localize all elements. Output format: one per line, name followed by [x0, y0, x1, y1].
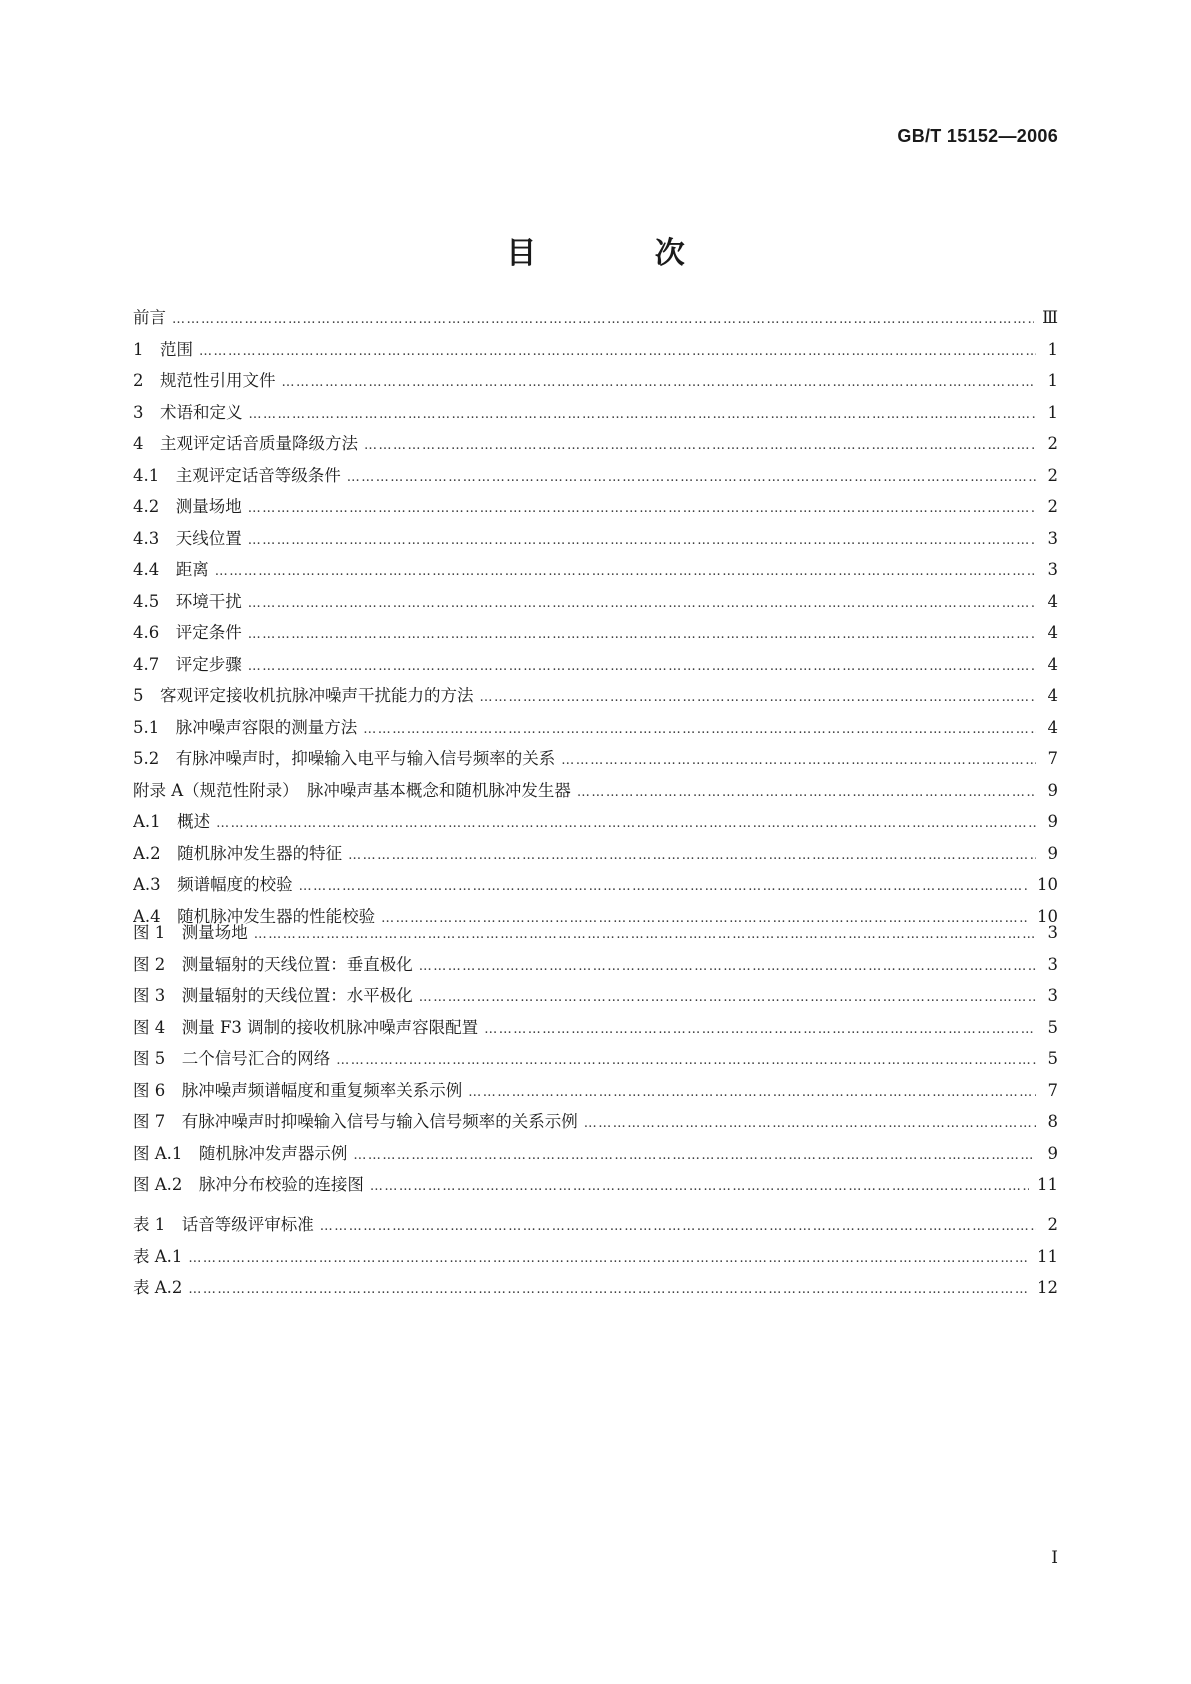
toc-entry[interactable] — [133, 869, 1058, 901]
toc-leader-dots — [188, 1243, 1029, 1273]
toc-leader-dots — [353, 1140, 1036, 1170]
toc-entry[interactable] — [133, 1272, 1058, 1304]
toc-entry-label: 4.1 主观评定话音等级条件 — [133, 465, 341, 485]
toc-entry-label: 图 2 测量辐射的天线位置：垂直极化 — [133, 954, 413, 974]
toc-leader-dots — [347, 462, 1036, 492]
toc-entry-page: 5 — [1047, 1017, 1058, 1037]
toc-entry-label: 图 A.1 随机脉冲发声器示例 — [133, 1143, 348, 1163]
toc-entry-page: 10 — [1037, 906, 1058, 926]
toc-entry-label: 图 4 测量 F3 调制的接收机脉冲噪声容限配置 — [133, 1017, 479, 1037]
toc-entry-page: 3 — [1047, 986, 1058, 1005]
toc-sections — [133, 302, 1058, 932]
toc-leader-dots — [248, 588, 1036, 618]
toc-entry-page: 4 — [1047, 654, 1058, 674]
toc-entry-label: A.1 概述 — [133, 812, 211, 831]
toc-entry-label: 3 术语和定义 — [133, 402, 243, 422]
toc-entry-page: 7 — [1047, 1080, 1058, 1100]
toc-entry-page: 4 — [1047, 623, 1058, 642]
toc-entry-label: 4 主观评定话音质量降级方法 — [133, 434, 358, 453]
toc-entry[interactable] — [133, 617, 1058, 649]
toc-entry-label: 前言 — [133, 308, 166, 327]
toc-entry-page: 11 — [1037, 1175, 1058, 1194]
toc-leader-dots — [254, 919, 1036, 949]
toc-leader-dots — [584, 1108, 1036, 1138]
toc-entry[interactable] — [133, 554, 1058, 586]
toc-entry[interactable] — [133, 838, 1058, 870]
toc-leader-dots — [282, 367, 1037, 397]
toc-entry[interactable] — [133, 1209, 1058, 1241]
toc-entry[interactable] — [133, 806, 1058, 838]
toc-entry-label: 图 5 二个信号汇合的网络 — [133, 1049, 331, 1068]
toc-entry-page: 1 — [1047, 371, 1058, 390]
toc-leader-dots — [248, 651, 1036, 681]
page-number: I — [1051, 1548, 1058, 1568]
toc-entry-page: 9 — [1047, 780, 1058, 800]
toc-leader-dots — [419, 982, 1036, 1012]
toc-entry[interactable] — [133, 428, 1058, 460]
toc-entry-label: 1 范围 — [133, 339, 193, 359]
toc-entry[interactable] — [133, 1075, 1058, 1107]
toc-entry-page: 9 — [1047, 1143, 1058, 1163]
toc-leader-dots — [248, 525, 1036, 555]
toc-leader-dots — [348, 840, 1036, 870]
toc-entry-page: 4 — [1047, 591, 1058, 611]
standard-code: GB/T 15152—2006 — [897, 126, 1058, 146]
toc-entry-label: 表 A.2 — [133, 1278, 183, 1297]
toc-entry[interactable] — [133, 397, 1058, 429]
toc-entry-label: 5 客观评定接收机抗脉冲噪声干扰能力的方法 — [133, 686, 474, 705]
toc-leader-dots — [370, 1171, 1029, 1201]
toc-leader-dots — [299, 871, 1029, 901]
toc-leader-dots — [468, 1077, 1036, 1107]
toc-leader-dots — [249, 399, 1037, 429]
toc-entry[interactable] — [133, 1241, 1058, 1273]
toc-entry-label: 图 A.2 脉冲分布校验的连接图 — [133, 1175, 364, 1194]
toc-entry[interactable] — [133, 1138, 1058, 1170]
toc-entry-page: 1 — [1047, 339, 1058, 359]
toc-entry-label: A.2 随机脉冲发生器的特征 — [133, 843, 343, 863]
toc-entry-page: 2 — [1047, 434, 1058, 453]
toc-entry[interactable] — [133, 949, 1058, 981]
toc-entry-page: 7 — [1047, 749, 1058, 768]
toc-entry-label: 5.2 有脉冲噪声时，抑噪输入电平与输入信号频率的关系 — [133, 749, 556, 768]
toc-entry-label: 4.7 评定步骤 — [133, 654, 242, 674]
toc-entry-page: 11 — [1037, 1246, 1058, 1266]
toc-entry-label: A.3 频谱幅度的校验 — [133, 875, 293, 894]
page-title: 目 次 — [506, 236, 739, 271]
toc-entry[interactable] — [133, 917, 1058, 949]
toc-entry[interactable] — [133, 365, 1058, 397]
toc-entry[interactable] — [133, 491, 1058, 523]
toc-entry-page: 3 — [1047, 560, 1058, 579]
toc-entry-page: 1 — [1047, 402, 1058, 422]
toc-entry-label: 表 1 话音等级评审标准 — [133, 1215, 314, 1234]
toc-entry-page: 2 — [1047, 497, 1058, 516]
toc-leader-dots — [577, 777, 1036, 807]
toc-entry-page: 9 — [1047, 812, 1058, 831]
toc-entry[interactable] — [133, 1169, 1058, 1201]
toc-entry-label: 4.5 环境干扰 — [133, 591, 242, 611]
toc-entry-label: 2 规范性引用文件 — [133, 371, 276, 390]
toc-entry-page: 4 — [1047, 717, 1058, 737]
toc-entry[interactable] — [133, 680, 1058, 712]
toc-entry-label: A.4 随机脉冲发生器的性能校验 — [133, 906, 376, 926]
toc-entry-label: 5.1 脉冲噪声容限的测量方法 — [133, 717, 358, 737]
toc-entry-page: 8 — [1047, 1112, 1058, 1131]
toc-leader-dots — [364, 430, 1036, 460]
toc-entry[interactable] — [133, 743, 1058, 775]
toc-leader-dots — [216, 808, 1036, 838]
toc-leader-dots — [199, 336, 1036, 366]
toc-leader-dots — [188, 1274, 1029, 1304]
toc-entry-page: 9 — [1047, 843, 1058, 863]
toc-entry[interactable] — [133, 775, 1058, 807]
toc-entry-page: 5 — [1047, 1049, 1058, 1068]
toc-entry-page: 3 — [1047, 528, 1058, 548]
toc-entry-label: 表 A.1 — [133, 1246, 183, 1266]
toc-entry-label: 4.4 距离 — [133, 560, 209, 579]
toc-leader-dots — [320, 1211, 1036, 1241]
toc-tables — [133, 1209, 1058, 1304]
toc-leader-dots — [215, 556, 1036, 586]
toc-leader-dots — [248, 619, 1036, 649]
toc-entry-page: 3 — [1047, 923, 1058, 942]
toc-entry-label: 图 1 测量场地 — [133, 923, 248, 942]
toc-leader-dots — [248, 493, 1036, 523]
toc-entry-page: 4 — [1047, 686, 1058, 705]
toc-entry-page: 3 — [1047, 954, 1058, 974]
toc-entry-page: 12 — [1037, 1278, 1058, 1297]
toc-entry-page: Ⅲ — [1042, 308, 1058, 327]
toc-leader-dots — [172, 304, 1034, 334]
toc-entry[interactable] — [133, 1012, 1058, 1044]
toc-entry[interactable] — [133, 586, 1058, 618]
toc-entry-page: 10 — [1037, 875, 1058, 894]
toc-entry-page: 2 — [1047, 1215, 1058, 1234]
toc-leader-dots — [561, 745, 1036, 775]
toc-entry[interactable] — [133, 1043, 1058, 1075]
toc-entry[interactable] — [133, 980, 1058, 1012]
toc-entry[interactable] — [133, 523, 1058, 555]
toc-entry[interactable] — [133, 649, 1058, 681]
toc-entry-label: 图 6 脉冲噪声频谱幅度和重复频率关系示例 — [133, 1080, 463, 1100]
toc-leader-dots — [419, 951, 1036, 981]
toc-leader-dots — [363, 714, 1036, 744]
toc-entry-label: 4.6 评定条件 — [133, 623, 242, 642]
toc-entry[interactable] — [133, 712, 1058, 744]
toc-entry-page: 2 — [1047, 465, 1058, 485]
toc-entry[interactable] — [133, 460, 1058, 492]
toc-entry-label: 图 7 有脉冲噪声时抑噪输入信号与输入信号频率的关系示例 — [133, 1112, 578, 1131]
toc-entry-label: 4.2 测量场地 — [133, 497, 242, 516]
toc-entry-label: 图 3 测量辐射的天线位置：水平极化 — [133, 986, 413, 1005]
toc-figures — [133, 917, 1058, 1201]
toc-leader-dots — [480, 682, 1037, 712]
toc-entry[interactable] — [133, 334, 1058, 366]
toc-leader-dots — [484, 1014, 1036, 1044]
toc-entry-label: 附录 A（规范性附录） 脉冲噪声基本概念和随机脉冲发生器 — [133, 780, 571, 800]
toc-entry[interactable] — [133, 302, 1058, 334]
toc-leader-dots — [336, 1045, 1036, 1075]
toc-entry-label: 4.3 天线位置 — [133, 528, 242, 548]
toc-entry[interactable] — [133, 1106, 1058, 1138]
